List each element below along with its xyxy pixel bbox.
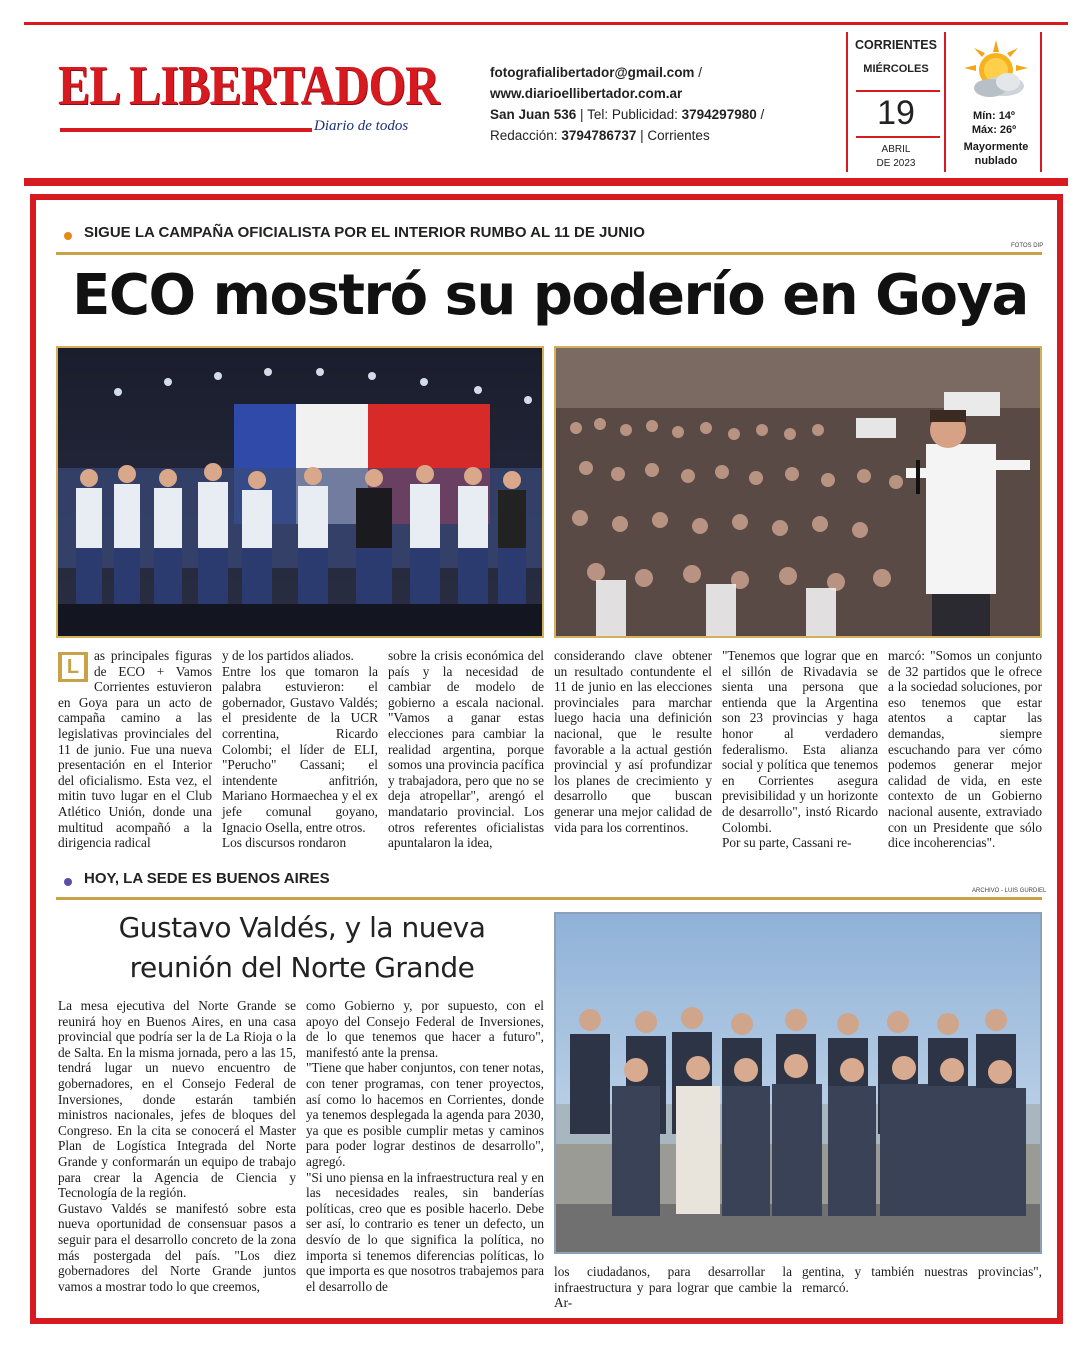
contact-phone-label: Tel: Publicidad: (587, 107, 678, 122)
article1-text: as principales figuras de ECO + Vamos Corrientes estuvieron en Goya para un acto de campaña camino a las legislativas provinciales del 11 de junio. Fue una nueva presentación en el Interior del oficialismo. Esta vez, el mitin tuvo lugar en el Club Atlético Unión, donde una multitud acompañó a la dirigencia radical (58, 648, 212, 851)
article1-kicker: SIGUE LA CAMPAÑA OFICIALISTA POR EL INTERIOR RUMBO AL 11 DE JUNIO (84, 224, 645, 241)
stage-photo[interactable] (56, 346, 544, 638)
contact-newsroom-label: Redacción: (490, 128, 558, 143)
temp-max: Máx: 26º (971, 124, 1017, 136)
article2-headline-line2: reunión del Norte Grande (129, 951, 475, 984)
contact-phone: 3794297980 (681, 107, 757, 122)
governors-photo[interactable] (554, 912, 1042, 1254)
logo-name: EL LIBERTADOR (58, 55, 439, 117)
date-city: CORRIENTES (855, 38, 937, 52)
kicker-rule (56, 897, 1042, 900)
sun-cloud-icon (960, 38, 1032, 102)
date-box (846, 32, 944, 172)
article1-column-2: y de los partidos aliados. Entre los que tomaron la palabra estuvieron: el gobernador, Gustavo Valdés; el presidente de la UCR correntina, Ricardo Colombi; el líder de ELI, "Perucho" Cassani; el intendente anfitrión, Mariano Hormaechea y el ex jefe comunal goyano, Ignacio Osella, entre otros. Los discursos rondaron (222, 648, 378, 851)
article1-column-1 (58, 648, 212, 851)
logo-tagline: Diario de todos (314, 118, 409, 134)
article2-column-1: La mesa ejecutiva del Norte Grande se reunirá hoy en Buenos Aires, en una casa provincial que podría ser la de La Rioja o la de Salta. En la misma jornada, pero a las 15, tendrá lugar un nuevo encuentro de gobernadores, en el Consejo Federal de Inversiones, donde estarán también ministros nacionales, jefes de bloques del Congreso. En la cita se conocerá el Master Plan de Logística Integrada del Norte Grande y conformarán un equipo de trabajo para crear la Agencia de Ciencia y Tecnología de la región. Gustavo Valdés se manifestó sobre esta nueva oportunidad de consensuar pasos a seguir para el desarrollo concreto de la zona más postergada del país. "Los diez gobernadores del Norte Grande juntos vamos a mostrar todo lo que creemos, (58, 998, 296, 1294)
photo-credit: FOTOS DIP (1011, 243, 1044, 249)
article2-column-4: gentina, y también nuestras provincias", remarcó. (802, 1264, 1042, 1295)
masthead-top-rule (24, 22, 1068, 25)
masthead-bottom-rule (24, 178, 1068, 186)
contact-address: San Juan 536 (490, 107, 577, 122)
photo-credit: ARCHIVO - LUIS GURDIEL (972, 888, 1047, 894)
stage-photo-image (58, 348, 544, 638)
date-divider (856, 90, 940, 92)
contact-info: fotografialibertador@gmail.com / www.diarioellibertador.com.ar San Juan 536 | Tel: Publicidad: 3794297980 / Redacción: 3794786737 | Corrientes (490, 65, 765, 143)
article2-headline-line1: Gustavo Valdés, y la nueva (118, 911, 486, 944)
kicker-rule (56, 252, 1042, 255)
contact-email[interactable]: fotografialibertador@gmail.com (490, 65, 695, 80)
weather-box (944, 32, 1042, 172)
date-weekday: MIÉRCOLES (863, 63, 929, 75)
article1-column-6: marcó: "Somos un conjunto de 32 partidos que le ofrece a la sociedad soluciones, por eso tenemos que estar atentos a captar las demandas, siempre escuchando para ver cómo podemos generar mejor calidad de vida, en este contexto de un Gobierno nacional ausente, extraviado con un Presidente que sólo dice incoherencias". (888, 648, 1042, 851)
article1-column-5: "Tenemos que lograr que en el sillón de Rivadavia se sienta una persona que entienda que la Argentina son 23 provincias y haga honor al verdadero federalismo. Esta alianza social y política que tenemos en Corrientes asegura previsibilidad y un horizonte de desarrollo", instó Ricardo Colombi. Por su parte, Cassani re- (722, 648, 878, 851)
date-year: DE 2023 (876, 158, 916, 169)
logo-underline (60, 128, 312, 132)
article2-column-2: como Gobierno y, por supuesto, con el apoyo del Consejo Federal de Inversiones, de lo que tenemos que hacer a futuro", manifestó ante la prensa. "Tiene que haber conjuntos, con tener notas, con tener programas, con tener proyectos, así como lo hacemos en Corrientes, donde ya tenemos desplegada la agenda para 2030, ya que es posible cumplir metas y caminos para poder lograr destinos de desarrollo", agregó. "Si uno piensa en la infraestructura real y en las necesidades reales, sin banderías políticas, creo que es posible hacerlo. Debe ser así, lo contrario es tener un defecto, un desvío de lo que significa la política, no importa si tenemos diferencias políticas, lo que importa es que nosotros trabajemos para el desarrollo de (306, 998, 544, 1294)
date-divider (856, 136, 940, 138)
article2-column-3: los ciudadanos, para desarrollar la infraestructura y para lograr que cambie la Ar- (554, 1264, 792, 1311)
contact-web[interactable]: www.diarioellibertador.com.ar (490, 86, 683, 101)
date-day: 19 (877, 94, 915, 132)
kicker-bullet (64, 878, 72, 886)
speaker-photo[interactable] (554, 346, 1042, 638)
temp-min: Mín: 14º (973, 110, 1015, 122)
article2-kicker: HOY, LA SEDE ES BUENOS AIRES (84, 870, 330, 887)
weather-description: Mayormente nublado (963, 141, 1029, 167)
dropcap: L (58, 652, 88, 682)
weather-box-border (1040, 32, 1042, 172)
article1-column-4: considerando clave obtener un resultado contundente el 11 de junio en las elecciones provinciales para marchar luego hacia una definición nacional, que le resulte favorable a la actual gestión provincial y así profundizar los planes de crecimiento y desarrollo que buscan generar una mejor calidad de vida para los correntinos. (554, 648, 712, 835)
date-month: ABRIL (881, 144, 911, 155)
contact-city: Corrientes (647, 128, 710, 143)
article1-headline: ECO mostró su poderío en Goya (72, 263, 1028, 328)
contact-newsroom-phone: 3794786737 (561, 128, 637, 143)
speaker-photo-image (556, 348, 1042, 638)
article1-column-3: sobre la crisis económica del país y la necesidad de cambiar de modelo de gobierno a escala nacional. "Vamos a ganar estas elecciones para cambiar la realidad argentina, porque somos una provincia pacífica y trabajadora, pero que no se deja atropellar", arengó el mandatario provincial. Los otros referentes oficialistas apuntalaron la idea, (388, 648, 544, 851)
article2-headline (92, 908, 512, 988)
newspaper-logo[interactable] (58, 55, 439, 138)
kicker-bullet (64, 232, 72, 240)
governors-photo-image (556, 914, 1042, 1254)
